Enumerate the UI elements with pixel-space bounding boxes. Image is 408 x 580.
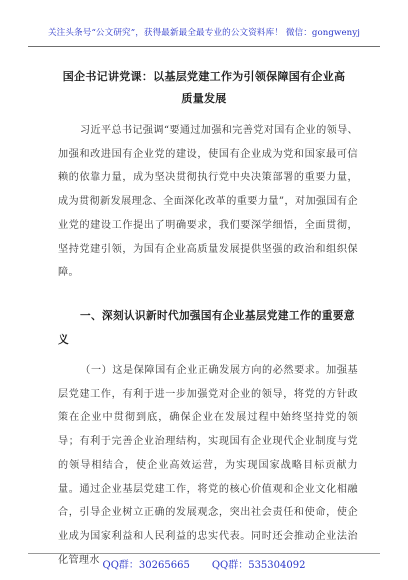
document-title xyxy=(50,66,358,110)
header-banner: 关注头条号“公文研究”，获得最新最全最专业的公文资料库！ 微信：gongwenyj xyxy=(47,28,361,38)
footer xyxy=(0,556,408,571)
title-line-1: 国企书记讲党课：以基层党建工作为引领保障国有企业高 xyxy=(62,70,346,83)
paragraph-1 xyxy=(58,119,358,285)
footer-qq-group-1: QQ群：30265665 xyxy=(102,560,190,571)
header-divider xyxy=(28,46,380,47)
section-heading-1-text: 一、深刻认识新时代加强国有企业基层党建工作的重要意义 xyxy=(58,310,355,346)
section-heading-1 xyxy=(58,305,358,352)
footer-divider xyxy=(28,553,380,554)
footer-qq-group-2: QQ群：535304092 xyxy=(211,560,306,571)
title-line-2: 质量发展 xyxy=(181,92,227,105)
paragraph-1-text: 习近平总书记强调“要通过加强和完善党对国有企业的领导、加强和改进国有企业党的建设，使国有企业成为党和国家最可信赖的依靠力量，成为坚决贯彻执行党中央决策部署的重要力量，成为贯彻新发展理念、全面深化改革的重要力量”，对加强国有企业党的建设工作提出了明确要求，我们要深学细悟，全面贯彻，坚持党建引领，为国有企业高质量发展提供坚强的政治和组织保障。 xyxy=(58,125,358,279)
paragraph-2-text: （一）这是保障国有企业正确发展方向的必然要求。加强基层党建工作，有利于进一步加强党对企业的领导，将党的方针政策在企业中贯彻到底，确保企业在发展过程中始终坚持党的领导；有利于完善企业治理结构，实现国有企业现代企业制度与党的领导相结合，使企业高效运营，为实现国家战略目标贡献力量。通过企业基层党建工作，将党的核心价值观和企业文化相融合，引导企业树立正确的发展观念，突出社会责任和使命，使企业成为国家利益和人民利益的忠实代表。同时还会推动企业法治化管理水 xyxy=(58,365,358,566)
